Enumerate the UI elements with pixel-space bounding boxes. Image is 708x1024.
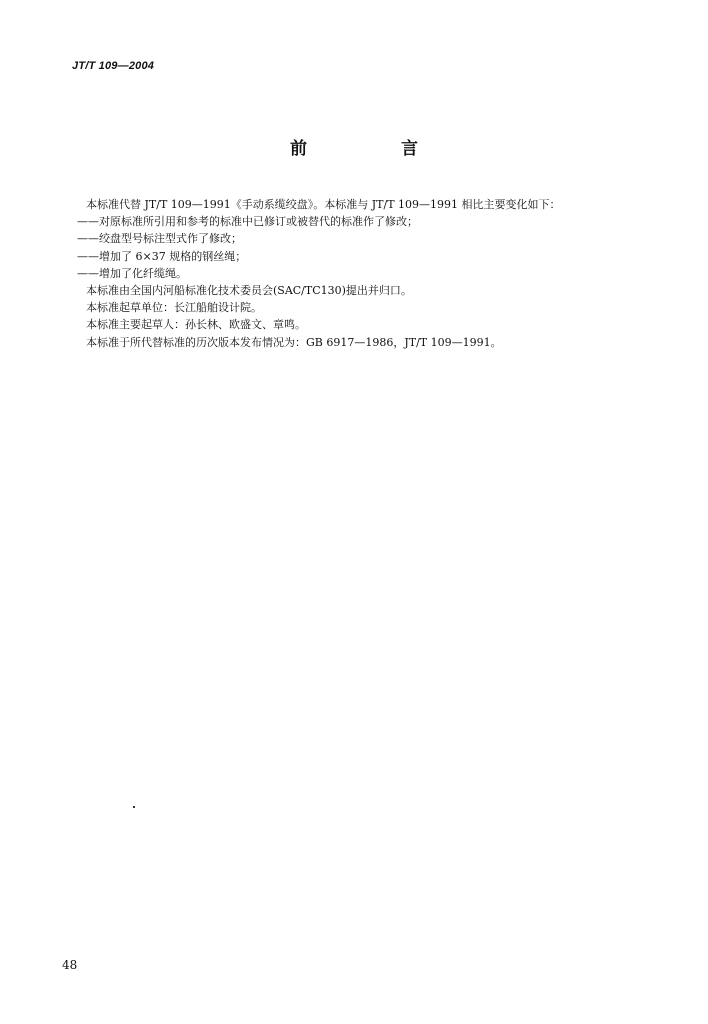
stray-dot xyxy=(133,806,135,808)
paragraph-drafting-unit: 本标准起草单位：长江船舶设计院。 xyxy=(86,301,262,315)
page-title: 前 言 xyxy=(290,139,462,159)
standard-code-header: JT/T 109—2004 xyxy=(72,60,155,72)
change-item-fiber-rope: ——增加了化纤缆绳。 xyxy=(77,266,187,280)
change-item-model-marking: ——绞盘型号标注型式作了修改； xyxy=(77,232,242,246)
paragraph-history: 本标准于所代替标准的历次版本发布情况为：GB 6917—1986，JT/T 109—1991。 xyxy=(86,335,502,349)
change-item-references: ——对原标准所引用和参考的标准中已修订或被替代的标准作了修改； xyxy=(77,215,418,229)
foreword-body xyxy=(77,196,646,351)
paragraph-replacement: 本标准代替 JT/T 109—1991《手动系缆绞盘》。本标准与 JT/T 109—1991 相比主要变化如下： xyxy=(86,198,561,211)
page-number: 48 xyxy=(62,958,78,972)
paragraph-proposer: 本标准由全国内河船标准化技术委员会(SAC/TC130)提出并归口。 xyxy=(86,283,412,297)
change-item-wire-rope: ——增加了 6×37 规格的钢丝绳； xyxy=(77,249,247,263)
paragraph-drafters: 本标准主要起草人：孙长林、欧盛文、章鸣。 xyxy=(86,318,306,332)
